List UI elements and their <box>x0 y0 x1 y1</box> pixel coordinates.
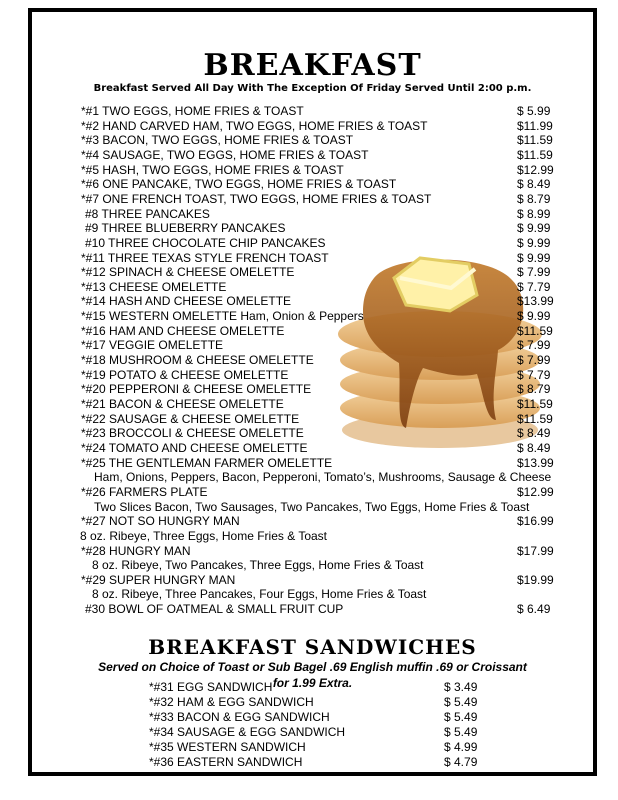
breakfast-price-2: $11.99 <box>517 118 553 133</box>
breakfast-item-19: *#19 POTATO & CHEESE OMELETTE <box>81 367 289 382</box>
breakfast-price-12: $ 7.99 <box>517 265 551 280</box>
breakfast-price-24: $ 8.49 <box>517 440 551 455</box>
breakfast-price-29: $16.99 <box>517 514 554 529</box>
page-subtitle: Breakfast Served All Day With The Exception Of Friday Served Until 2:00 p.m. <box>93 83 532 94</box>
breakfast-item-11: *#11 THREE TEXAS STYLE FRENCH TOAST <box>81 250 329 265</box>
sandwich-item-1: *#31 EGG SANDWICH <box>149 680 273 694</box>
breakfast-item-20: *#20 PEPPERONI & CHEESE OMELETTE <box>81 382 312 397</box>
breakfast-price-22: $11.59 <box>517 411 553 426</box>
sandwich-item-4: *#34 SAUSAGE & EGG SANDWICH <box>149 725 346 739</box>
breakfast-item-5: *#5 HASH, TWO EGGS, HOME FRIES & TOAST <box>81 162 344 177</box>
breakfast-price-35: $ 6.49 <box>517 602 551 617</box>
breakfast-item-31: *#28 HUNGRY MAN <box>81 543 191 558</box>
sandwich-price-5: $ 4.99 <box>444 740 478 754</box>
breakfast-item-18: *#18 MUSHROOM & CHEESE OMELETTE <box>81 353 314 368</box>
breakfast-item-3: *#3 BACON, TWO EGGS, HOME FRIES & TOAST <box>81 133 354 148</box>
breakfast-item-30: 8 oz. Ribeye, Three Eggs, Home Fries & Toast <box>80 528 328 543</box>
breakfast-price-5: $12.99 <box>517 162 554 177</box>
breakfast-price-25: $13.99 <box>517 455 554 470</box>
breakfast-item-7: *#7 ONE FRENCH TOAST, TWO EGGS, HOME FRIES & TOAST <box>81 191 432 206</box>
breakfast-price-16: $11.59 <box>517 323 553 338</box>
sandwiches-note-line-1: Served on Choice of Toast or Sub Bagel .69 English muffin .69 or Croissant <box>98 660 527 674</box>
breakfast-item-2: *#2 HAND CARVED HAM, TWO EGGS, HOME FRIES & TOAST <box>81 118 428 133</box>
sandwich-item-2: *#32 HAM & EGG SANDWICH <box>149 695 314 709</box>
breakfast-item-8: #8 THREE PANCAKES <box>85 206 210 221</box>
breakfast-price-21: $11.59 <box>517 397 553 411</box>
breakfast-item-35: #30 BOWL OF OATMEAL & SMALL FRUIT CUP <box>85 602 344 617</box>
breakfast-item-15: *#15 WESTERN OMELETTE Ham, Onion & Peppers <box>81 309 364 324</box>
breakfast-price-9: $ 9.99 <box>517 221 551 236</box>
breakfast-price-11: $ 9.99 <box>517 250 551 265</box>
breakfast-item-34: 8 oz. Ribeye, Three Pancakes, Four Eggs, Home Fries & Toast <box>92 587 427 602</box>
breakfast-item-32: 8 oz. Ribeye, Two Pancakes, Three Eggs, Home Fries & Toast <box>92 558 424 573</box>
breakfast-price-1: $ 5.99 <box>517 104 551 118</box>
breakfast-item-14: *#14 HASH AND CHEESE OMELETTE <box>81 294 292 309</box>
page-title: BREAKFAST <box>203 48 422 83</box>
breakfast-item-1: *#1 TWO EGGS, HOME FRIES & TOAST <box>81 104 304 118</box>
sandwich-price-6: $ 4.79 <box>444 755 478 769</box>
breakfast-price-8: $ 8.99 <box>517 206 551 221</box>
breakfast-price-3: $11.59 <box>517 133 553 148</box>
breakfast-item-27: *#26 FARMERS PLATE <box>81 484 208 499</box>
breakfast-item-13: *#13 CHEESE OMELETTE <box>81 279 227 294</box>
breakfast-price-15: $ 9.99 <box>517 309 551 324</box>
breakfast-item-4: *#4 SAUSAGE, TWO EGGS, HOME FRIES & TOAST <box>81 147 369 162</box>
breakfast-item-17: *#17 VEGGIE OMELETTE <box>81 338 224 353</box>
breakfast-item-29: *#27 NOT SO HUNGRY MAN <box>81 514 240 529</box>
sandwich-price-2: $ 5.49 <box>444 695 478 709</box>
breakfast-item-23: *#23 BROCCOLI & CHEESE OMELETTE <box>81 426 304 441</box>
breakfast-price-17: $ 7.99 <box>517 338 551 353</box>
breakfast-price-31: $17.99 <box>517 543 554 558</box>
breakfast-item-16: *#16 HAM AND CHEESE OMELETTE <box>81 323 285 338</box>
breakfast-price-23: $ 8.49 <box>517 426 551 441</box>
sandwich-price-1: $ 3.49 <box>444 680 478 694</box>
breakfast-price-6: $ 8.49 <box>517 177 551 192</box>
breakfast-price-14: $13.99 <box>517 294 554 309</box>
sandwich-price-3: $ 5.49 <box>444 710 478 724</box>
breakfast-item-12: *#12 SPINACH & CHEESE OMELETTE <box>81 265 295 280</box>
sandwich-item-5: *#35 WESTERN SANDWICH <box>149 740 306 754</box>
breakfast-item-10: #10 THREE CHOCOLATE CHIP PANCAKES <box>85 235 326 250</box>
breakfast-price-27: $12.99 <box>517 484 554 499</box>
breakfast-item-26: Ham, Onions, Peppers, Bacon, Pepperoni, Tomato’s, Mushrooms, Sausage & Cheese <box>94 470 552 485</box>
sandwich-price-4: $ 5.49 <box>444 725 478 739</box>
breakfast-price-7: $ 8.79 <box>517 191 551 206</box>
sandwiches-title: BREAKFAST SANDWICHES <box>148 635 477 659</box>
breakfast-price-13: $ 7.79 <box>517 279 551 294</box>
sandwich-item-3: *#33 BACON & EGG SANDWICH <box>149 710 330 724</box>
breakfast-item-9: #9 THREE BLUEBERRY PANCAKES <box>85 221 286 236</box>
breakfast-price-20: $ 8.79 <box>517 382 551 397</box>
breakfast-item-28: Two Slices Bacon, Two Sausages, Two Pancakes, Two Eggs, Home Fries & Toast <box>94 499 530 514</box>
breakfast-price-33: $19.99 <box>517 572 554 587</box>
sandwiches-note-line-2: for 1.99 Extra. <box>272 676 353 690</box>
sandwich-item-6: *#36 EASTERN SANDWICH <box>149 755 303 769</box>
breakfast-price-18: $ 7.99 <box>517 353 551 368</box>
breakfast-item-21: *#21 BACON & CHEESE OMELETTE <box>81 397 284 411</box>
breakfast-price-19: $ 7.79 <box>517 367 551 382</box>
menu-frame <box>28 8 597 776</box>
breakfast-price-10: $ 9.99 <box>517 235 551 250</box>
breakfast-price-4: $11.59 <box>517 147 553 162</box>
breakfast-item-24: *#24 TOMATO AND CHEESE OMELETTE <box>81 440 308 455</box>
sandwich-menu-list <box>32 12 593 772</box>
breakfast-item-33: *#29 SUPER HUNGRY MAN <box>81 572 236 587</box>
breakfast-item-6: *#6 ONE PANCAKE, TWO EGGS, HOME FRIES & TOAST <box>81 177 397 192</box>
breakfast-item-22: *#22 SAUSAGE & CHEESE OMELETTE <box>81 411 300 426</box>
breakfast-item-25: *#25 THE GENTLEMAN FARMER OMELETTE <box>81 455 333 470</box>
